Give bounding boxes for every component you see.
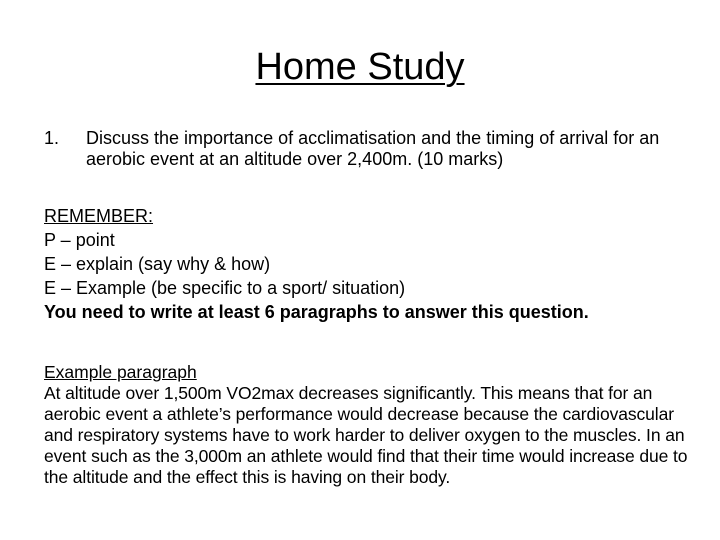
remember-box bbox=[44, 204, 694, 324]
example-heading: Example paragraph bbox=[44, 362, 197, 382]
question-text: Discuss the importance of acclimatisation and the timing of arrival for an aerobic event at an altitude over 2,400m. (10 marks) bbox=[86, 128, 660, 169]
remember-line-point: P – point bbox=[44, 230, 115, 250]
remember-heading: REMEMBER: bbox=[44, 206, 154, 226]
example-section bbox=[44, 362, 704, 488]
remember-line-example: E – Example (be specific to a sport/ situation) bbox=[44, 278, 406, 298]
question-number: 1. bbox=[44, 128, 60, 148]
example-paragraph: At altitude over 1,500m VO2max decreases significantly. This means that for an aerobic event a athlete’s performance would decrease because the cardiovascular and respiratory systems have to work harder to deliver oxygen to the muscles. In an event such as the 3,000m an athlete would find that their time would increase due to the altitude and the effect this is having on their body. bbox=[44, 383, 688, 487]
remember-instruction: You need to write at least 6 paragraphs to answer this question. bbox=[44, 302, 589, 322]
remember-line-explain: E – explain (say why & how) bbox=[44, 254, 271, 274]
question-item bbox=[44, 128, 694, 170]
page-title-text: Home Study bbox=[255, 46, 465, 88]
page-title bbox=[0, 44, 720, 90]
